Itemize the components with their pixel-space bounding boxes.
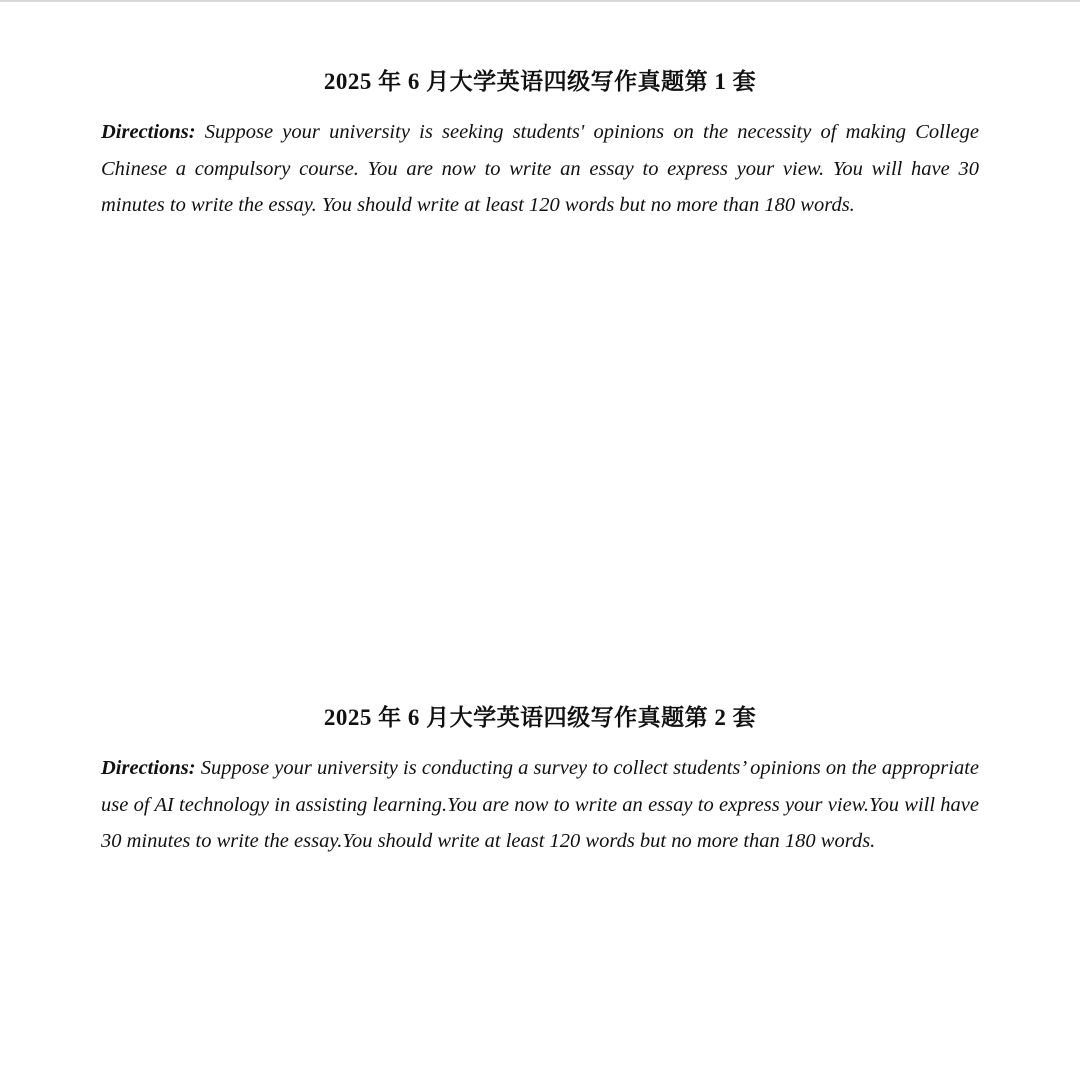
- section-1-directions-text: Suppose your university is seeking students' opinions on the necessity of making College Chinese a compulsory course. You are now to write an essay to express your view. You will have 30 minutes to write the essay. You should write at least 120 words but no more than 180 words.: [101, 121, 979, 216]
- section-2-directions-text: Suppose your university is conducting a survey to collect students’ opinions on the appropriate use of AI technology in assisting learning.You are now to write an essay to express your view.You will have 30 minutes to write the essay.You should write at least 120 words but no more than 180 words.: [101, 757, 980, 852]
- exam-section-1: [101, 64, 979, 224]
- section-1-directions-label: Directions:: [101, 121, 196, 143]
- exam-section-2: [101, 700, 979, 860]
- section-2-directions-label: Directions:: [101, 757, 196, 779]
- section-1-title: 2025 年 6 月大学英语四级写作真题第 1 套: [323, 69, 757, 94]
- section-2-directions: [101, 750, 979, 860]
- section-2-title: 2025 年 6 月大学英语四级写作真题第 2 套: [323, 705, 757, 730]
- page-top-border: [0, 0, 1080, 2]
- section-1-directions: [101, 114, 979, 224]
